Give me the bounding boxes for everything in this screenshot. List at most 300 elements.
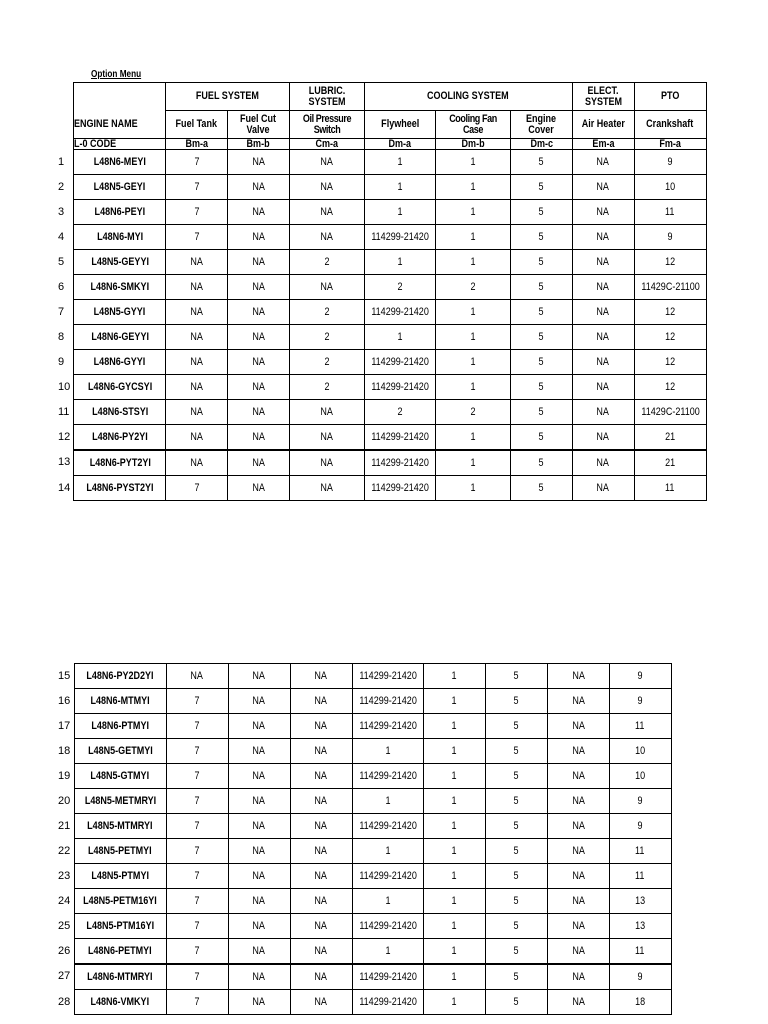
value-cell: 21 (634, 450, 706, 476)
value-cell: 114299-21420 (352, 764, 423, 789)
value-cell: 9 (634, 150, 706, 175)
value-cell: NA (572, 225, 634, 250)
value-cell: 1 (435, 350, 510, 375)
value-cell: NA (572, 150, 634, 175)
value-cell: 7 (166, 714, 228, 739)
value-cell: NA (289, 275, 364, 300)
value-cell: NA (166, 250, 228, 275)
table-row (49, 939, 734, 965)
value-cell: NA (228, 375, 290, 400)
value-cell: 5 (485, 664, 547, 689)
value-cell: NA (572, 175, 634, 200)
col-cooling-fan-case: Cooling Fan Case (435, 111, 510, 139)
value-cell: NA (572, 325, 634, 350)
value-cell: 1 (435, 225, 510, 250)
value-cell: NA (290, 914, 352, 939)
value-cell: 5 (485, 814, 547, 839)
value-cell: 1 (364, 250, 435, 275)
value-cell: 1 (352, 889, 423, 914)
value-cell: 1 (435, 325, 510, 350)
value-cell: 2 (435, 275, 510, 300)
value-cell: 2 (435, 400, 510, 425)
value-cell: 21 (634, 425, 706, 451)
value-cell: NA (166, 300, 228, 325)
table-row (49, 425, 768, 451)
value-cell: 5 (485, 789, 547, 814)
table-row (49, 250, 768, 275)
table-row (49, 889, 734, 914)
value-cell: NA (228, 225, 290, 250)
engine-name-cell: L48N5-GEYI (74, 175, 166, 200)
engine-name-cell: L48N5-METMRYI (74, 789, 166, 814)
row-number: 20 (58, 794, 71, 807)
value-cell: NA (547, 664, 609, 689)
value-cell: 114299-21420 (364, 375, 435, 400)
group-lubric-system: LUBRIC. SYSTEM (289, 83, 364, 111)
value-cell: 9 (634, 225, 706, 250)
value-cell: NA (228, 839, 290, 864)
value-cell: 9 (609, 814, 671, 839)
table-row (49, 476, 768, 501)
value-cell: 7 (166, 914, 228, 939)
row-number: 15 (58, 669, 71, 682)
engine-name-cell: L48N6-GYYI (74, 350, 166, 375)
value-cell: 9 (609, 789, 671, 814)
value-cell: NA (290, 939, 352, 965)
value-cell: NA (572, 375, 634, 400)
engine-name-cell: L48N6-PETMYI (74, 939, 166, 965)
value-cell: 7 (166, 964, 228, 990)
engine-name-cell: L48N6-VMKYI (74, 990, 166, 1015)
value-cell: 5 (510, 350, 572, 375)
value-cell: NA (547, 914, 609, 939)
value-cell: NA (228, 739, 290, 764)
row-number: 16 (58, 694, 71, 707)
value-cell: 5 (485, 839, 547, 864)
group-elect-system: ELECT. SYSTEM (572, 83, 634, 111)
value-cell: 12 (634, 350, 706, 375)
value-cell: NA (228, 789, 290, 814)
value-cell: NA (290, 739, 352, 764)
value-cell: NA (547, 990, 609, 1015)
value-cell: 2 (364, 275, 435, 300)
value-cell: NA (547, 739, 609, 764)
table-row (49, 450, 768, 476)
value-cell: NA (166, 375, 228, 400)
value-cell: 10 (609, 739, 671, 764)
code-cm-a: Cm-a (289, 139, 364, 150)
row-number: 9 (58, 355, 65, 368)
value-cell: 7 (166, 764, 228, 789)
value-cell: 12 (634, 375, 706, 400)
value-cell: 13 (609, 889, 671, 914)
value-cell: 12 (634, 250, 706, 275)
value-cell: NA (290, 864, 352, 889)
value-cell: 114299-21420 (364, 476, 435, 501)
value-cell: 5 (510, 200, 572, 225)
table-row (49, 990, 734, 1015)
value-cell: NA (572, 275, 634, 300)
table-row (49, 689, 734, 714)
value-cell: NA (166, 350, 228, 375)
value-cell: 9 (609, 964, 671, 990)
table-row (49, 375, 768, 400)
value-cell: 7 (166, 939, 228, 965)
row-number: 12 (58, 430, 71, 443)
value-cell: NA (228, 400, 290, 425)
row-number: 21 (58, 819, 71, 832)
value-cell: NA (228, 275, 290, 300)
option-menu-title: Option Menu (91, 69, 142, 80)
group-fuel-system: FUEL SYSTEM (166, 83, 290, 111)
value-cell: NA (228, 889, 290, 914)
value-cell: NA (290, 889, 352, 914)
value-cell: 7 (166, 200, 228, 225)
row-number: 4 (58, 230, 65, 243)
table-row (49, 914, 734, 939)
value-cell: NA (547, 689, 609, 714)
value-cell: 1 (423, 739, 485, 764)
group-cooling-system: COOLING SYSTEM (364, 83, 572, 111)
option-table-bottom (49, 663, 734, 1015)
value-cell: 1 (423, 964, 485, 990)
engine-name-cell: L48N6-STSYI (74, 400, 166, 425)
value-cell: NA (228, 990, 290, 1015)
table-row (49, 225, 768, 250)
value-cell: 114299-21420 (364, 225, 435, 250)
table-row (49, 864, 734, 889)
value-cell: NA (572, 300, 634, 325)
col-engine-cover: Engine Cover (510, 111, 572, 139)
value-cell: 1 (435, 476, 510, 501)
value-cell: 1 (364, 325, 435, 350)
value-cell: NA (290, 764, 352, 789)
value-cell: 5 (485, 864, 547, 889)
value-cell: 7 (166, 476, 228, 501)
value-cell: 2 (289, 325, 364, 350)
value-cell: 11429C-21100 (634, 275, 706, 300)
engine-name-cell: L48N5-PTM16YI (74, 914, 166, 939)
value-cell: 11 (609, 839, 671, 864)
value-cell: 2 (289, 300, 364, 325)
table-row (49, 789, 734, 814)
value-cell: NA (572, 450, 634, 476)
code-dm-b: Dm-b (435, 139, 510, 150)
value-cell: NA (228, 175, 290, 200)
row-number: 24 (58, 894, 71, 907)
value-cell: NA (290, 689, 352, 714)
value-cell: NA (228, 664, 290, 689)
value-cell: NA (289, 150, 364, 175)
table-row (49, 200, 768, 225)
value-cell: 5 (510, 450, 572, 476)
value-cell: NA (289, 400, 364, 425)
value-cell: NA (290, 664, 352, 689)
value-cell: NA (547, 714, 609, 739)
header-blank (74, 83, 166, 111)
value-cell: 1 (435, 250, 510, 275)
value-cell: 1 (423, 990, 485, 1015)
table-row (49, 839, 734, 864)
l0-code-header: L-0 CODE (74, 139, 166, 150)
value-cell: 114299-21420 (352, 990, 423, 1015)
value-cell: 11 (634, 476, 706, 501)
value-cell: 5 (510, 225, 572, 250)
engine-name-cell: L48N5-PETM16YI (74, 889, 166, 914)
engine-name-cell: L48N6-MEYI (74, 150, 166, 175)
value-cell: 5 (510, 150, 572, 175)
row-number: 17 (58, 719, 71, 732)
value-cell: 114299-21420 (352, 814, 423, 839)
value-cell: 114299-21420 (364, 350, 435, 375)
value-cell: 9 (609, 664, 671, 689)
row-number: 3 (58, 205, 65, 218)
value-cell: 1 (423, 664, 485, 689)
value-cell: 7 (166, 739, 228, 764)
value-cell: 7 (166, 175, 228, 200)
value-cell: 1 (435, 425, 510, 451)
value-cell: NA (228, 250, 290, 275)
row-number: 26 (58, 944, 71, 957)
code-fm-a: Fm-a (634, 139, 706, 150)
value-cell: 114299-21420 (352, 964, 423, 990)
row-number: 11 (58, 405, 70, 418)
value-cell: NA (228, 964, 290, 990)
value-cell: 5 (485, 939, 547, 965)
value-cell: NA (547, 839, 609, 864)
value-cell: NA (547, 764, 609, 789)
table-row (49, 764, 734, 789)
col-crankshaft: Crankshaft (634, 111, 706, 139)
col-oil-pressure-switch: Oil Pressure Switch (289, 111, 364, 139)
row-number: 25 (58, 919, 71, 932)
engine-name-cell: L48N5-GYYI (74, 300, 166, 325)
value-cell: 5 (485, 889, 547, 914)
value-cell: 2 (289, 250, 364, 275)
value-cell: 7 (166, 225, 228, 250)
row-number: 8 (58, 330, 65, 343)
value-cell: NA (547, 964, 609, 990)
table-row (49, 175, 768, 200)
value-cell: NA (228, 450, 290, 476)
value-cell: NA (572, 250, 634, 275)
engine-name-cell: L48N6-GYCSYI (74, 375, 166, 400)
engine-name-cell: L48N6-PY2D2YI (74, 664, 166, 689)
row-number: 13 (58, 456, 71, 469)
option-table-top (49, 82, 768, 501)
value-cell: 11 (609, 939, 671, 965)
value-cell: NA (228, 689, 290, 714)
table-row (49, 739, 734, 764)
code-dm-c: Dm-c (510, 139, 572, 150)
table-row (49, 400, 768, 425)
value-cell: NA (228, 476, 290, 501)
value-cell: NA (228, 200, 290, 225)
row-number: 22 (58, 844, 71, 857)
value-cell: NA (228, 939, 290, 965)
value-cell: 5 (510, 175, 572, 200)
engine-name-cell: L48N6-GEYYI (74, 325, 166, 350)
value-cell: 11429C-21100 (634, 400, 706, 425)
engine-name-cell: L48N5-GETMYI (74, 739, 166, 764)
engine-name-cell: L48N6-PTMYI (74, 714, 166, 739)
value-cell: NA (290, 789, 352, 814)
value-cell: 10 (634, 175, 706, 200)
value-cell: NA (166, 664, 228, 689)
col-fuel-cut-valve: Fuel Cut Valve (228, 111, 290, 139)
value-cell: 9 (609, 689, 671, 714)
value-cell: 1 (435, 450, 510, 476)
value-cell: 7 (166, 889, 228, 914)
table-row (49, 664, 734, 689)
value-cell: NA (228, 714, 290, 739)
value-cell: 1 (423, 864, 485, 889)
value-cell: 2 (289, 350, 364, 375)
table-row (49, 714, 734, 739)
value-cell: 5 (485, 964, 547, 990)
code-bm-b: Bm-b (228, 139, 290, 150)
row-number: 1 (58, 155, 65, 168)
value-cell: 5 (510, 300, 572, 325)
value-cell: NA (547, 789, 609, 814)
value-cell: 1 (423, 764, 485, 789)
value-cell: NA (547, 889, 609, 914)
value-cell: 5 (510, 325, 572, 350)
row-number: 5 (58, 255, 65, 268)
value-cell: 1 (435, 175, 510, 200)
value-cell: NA (228, 764, 290, 789)
value-cell: 7 (166, 864, 228, 889)
value-cell: NA (289, 200, 364, 225)
value-cell: 5 (485, 990, 547, 1015)
value-cell: 18 (609, 990, 671, 1015)
value-cell: 1 (423, 689, 485, 714)
row-number: 2 (58, 180, 65, 193)
value-cell: NA (547, 864, 609, 889)
row-number: 19 (58, 769, 71, 782)
value-cell: 1 (423, 789, 485, 814)
value-cell: 5 (485, 739, 547, 764)
group-pto: PTO (634, 83, 706, 111)
row-number: 27 (58, 970, 71, 983)
value-cell: NA (228, 425, 290, 451)
engine-name-cell: L48N6-PYST2YI (74, 476, 166, 501)
row-number: 14 (58, 481, 71, 494)
value-cell: NA (166, 325, 228, 350)
value-cell: 5 (510, 375, 572, 400)
value-cell: 1 (364, 150, 435, 175)
value-cell: 13 (609, 914, 671, 939)
table-row (49, 814, 734, 839)
value-cell: 5 (510, 275, 572, 300)
value-cell: 11 (634, 200, 706, 225)
value-cell: 5 (510, 476, 572, 501)
row-number: 28 (58, 995, 71, 1008)
value-cell: NA (289, 225, 364, 250)
table-row (49, 325, 768, 350)
value-cell: 1 (423, 889, 485, 914)
value-cell: NA (290, 990, 352, 1015)
value-cell: 114299-21420 (364, 300, 435, 325)
value-cell: 7 (166, 990, 228, 1015)
value-cell: 11 (609, 864, 671, 889)
value-cell: NA (228, 300, 290, 325)
value-cell: 1 (423, 914, 485, 939)
code-em-a: Em-a (572, 139, 634, 150)
col-flywheel: Flywheel (364, 111, 435, 139)
value-cell: NA (290, 714, 352, 739)
col-air-heater: Air Heater (572, 111, 634, 139)
value-cell: NA (572, 200, 634, 225)
value-cell: 1 (423, 939, 485, 965)
value-cell: 1 (352, 839, 423, 864)
value-cell: NA (228, 814, 290, 839)
value-cell: 7 (166, 689, 228, 714)
engine-name-cell: L48N5-GEYYI (74, 250, 166, 275)
engine-name-cell: L48N6-PY2YI (74, 425, 166, 451)
value-cell: 7 (166, 814, 228, 839)
value-cell: 5 (485, 914, 547, 939)
value-cell: NA (166, 400, 228, 425)
value-cell: NA (290, 814, 352, 839)
value-cell: 11 (609, 714, 671, 739)
value-cell: 114299-21420 (352, 689, 423, 714)
value-cell: NA (166, 425, 228, 451)
value-cell: 114299-21420 (352, 714, 423, 739)
value-cell: 5 (510, 400, 572, 425)
value-cell: NA (572, 350, 634, 375)
engine-name-cell: L48N6-SMKYI (74, 275, 166, 300)
value-cell: NA (289, 175, 364, 200)
engine-name-header: ENGINE NAME (74, 111, 166, 139)
table-row (49, 964, 734, 990)
value-cell: NA (228, 864, 290, 889)
value-cell: 7 (166, 150, 228, 175)
engine-name-cell: L48N6-PYT2YI (74, 450, 166, 476)
engine-name-cell: L48N6-MTMRYI (74, 964, 166, 990)
value-cell: 1 (423, 714, 485, 739)
engine-name-cell: L48N5-PTMYI (74, 864, 166, 889)
value-cell: 1 (364, 200, 435, 225)
value-cell: 5 (485, 689, 547, 714)
value-cell: 1 (423, 814, 485, 839)
value-cell: NA (289, 425, 364, 451)
engine-name-cell: L48N5-MTMRYI (74, 814, 166, 839)
value-cell: 7 (166, 789, 228, 814)
value-cell: 5 (510, 425, 572, 451)
row-number: 10 (58, 380, 71, 393)
value-cell: NA (572, 400, 634, 425)
table-row (49, 275, 768, 300)
value-cell: 114299-21420 (352, 664, 423, 689)
value-cell: NA (547, 814, 609, 839)
value-cell: 2 (289, 375, 364, 400)
value-cell: NA (547, 939, 609, 965)
value-cell: NA (289, 476, 364, 501)
value-cell: NA (228, 914, 290, 939)
value-cell: 114299-21420 (352, 864, 423, 889)
value-cell: 10 (609, 764, 671, 789)
row-number: 23 (58, 869, 71, 882)
value-cell: NA (289, 450, 364, 476)
row-number: 6 (58, 280, 65, 293)
row-number: 7 (58, 305, 65, 318)
table-row (49, 150, 768, 175)
value-cell: 114299-21420 (352, 914, 423, 939)
value-cell: NA (228, 350, 290, 375)
engine-name-cell: L48N6-MYI (74, 225, 166, 250)
code-bm-a: Bm-a (166, 139, 228, 150)
